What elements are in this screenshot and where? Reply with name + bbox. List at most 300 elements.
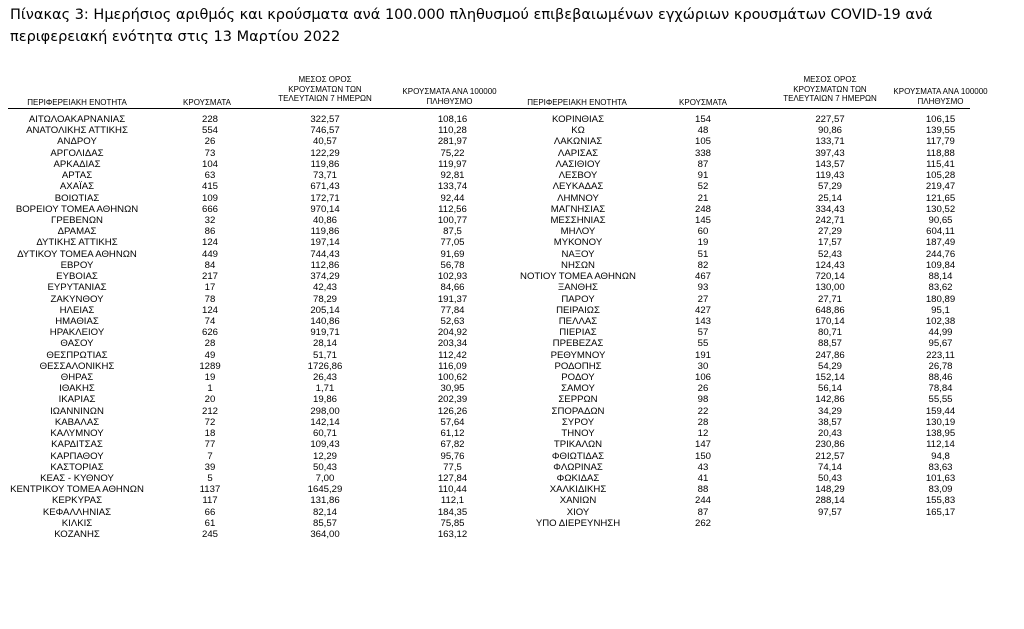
cases-cell: 20 — [204, 394, 216, 406]
cases-cell: 338 — [694, 147, 711, 159]
unit-cell: ΧΑΝΙΩΝ — [559, 495, 597, 507]
unit-cell: ΚΩ — [571, 125, 585, 137]
avg7-cell: 364,00 — [310, 529, 340, 541]
unit-cell: ΑΧΑΪΑΣ — [59, 181, 95, 193]
header-cases-left: ΚΡΟΥΣΜΑΤΑ — [183, 98, 231, 107]
cases-cell: 26 — [697, 383, 709, 395]
avg7-cell: 25,14 — [817, 192, 842, 204]
header-per100k-left: ΚΡΟΥΣΜΑΤΑ ΑΝΑ 100000 ΠΛΗΘΥΣΜΟ — [402, 87, 497, 106]
unit-cell: ΚΕΦΑΛΛΗΝΙΑΣ — [42, 506, 112, 518]
avg7-cell: 212,57 — [815, 450, 845, 462]
per100k-cell: 105,28 — [925, 170, 956, 182]
per100k-cell: 604,11 — [926, 226, 955, 238]
avg7-cell: 78,29 — [312, 293, 337, 305]
cases-cell: 21 — [697, 192, 709, 204]
header-divider — [8, 108, 970, 109]
cases-cell: 55 — [697, 338, 709, 350]
per100k-cell: 67,82 — [440, 439, 465, 451]
cases-cell: 467 — [694, 271, 711, 283]
cases-cell: 244 — [694, 495, 711, 507]
table-row — [0, 350, 510, 361]
per100k-cell: 106,15 — [925, 114, 956, 125]
table-row — [505, 125, 1020, 136]
table-row — [505, 249, 1020, 260]
per100k-cell: 77,05 — [440, 237, 465, 249]
per100k-cell: 78,84 — [928, 383, 953, 395]
table-row — [0, 428, 510, 439]
unit-cell: ΧΙΟΥ — [566, 506, 590, 518]
avg7-cell: 919,71 — [310, 327, 340, 339]
table-row — [505, 193, 1020, 204]
table-row — [0, 372, 510, 383]
avg7-cell: 1726,86 — [307, 360, 343, 372]
avg7-cell: 26,43 — [312, 372, 337, 384]
cases-cell: 19 — [204, 372, 216, 384]
table-row — [505, 372, 1020, 383]
avg7-cell: 205,14 — [310, 304, 340, 316]
unit-cell: ΛΑΡΙΣΑΣ — [557, 147, 599, 159]
per100k-cell: 244,76 — [925, 248, 956, 260]
unit-cell: ΗΡΑΚΛΕΙΟΥ — [49, 327, 105, 339]
per100k-cell: 155,83 — [925, 495, 956, 507]
cases-cell: 212 — [201, 405, 218, 417]
cases-cell: 228 — [201, 114, 218, 125]
per100k-cell: 139,55 — [925, 125, 956, 137]
unit-cell: ΒΟΡΕΙΟΥ ΤΟΜΕΑ ΑΘΗΝΩΝ — [15, 203, 139, 215]
avg7-cell: 648,86 — [815, 304, 845, 316]
per100k-cell: 44,99 — [928, 327, 953, 339]
table-row — [0, 462, 510, 473]
table-row — [0, 518, 510, 529]
avg7-cell: 28,14 — [312, 338, 337, 350]
table-row — [505, 473, 1020, 484]
table-row — [0, 237, 510, 248]
per100k-cell: 95,67 — [928, 338, 953, 350]
cases-cell: 154 — [694, 114, 711, 125]
table-row — [505, 495, 1020, 506]
unit-cell: ΣΥΡΟΥ — [561, 416, 595, 428]
unit-cell: ΚΕΡΚΥΡΑΣ — [51, 495, 102, 507]
per100k-cell: 52,63 — [440, 315, 465, 327]
avg7-cell: 142,14 — [310, 416, 340, 428]
avg7-cell: 54,29 — [817, 360, 842, 372]
avg7-cell: 73,71 — [312, 170, 337, 182]
cases-cell: 41 — [697, 473, 709, 484]
per100k-cell: 110,44 — [438, 484, 467, 496]
cases-cell: 17 — [204, 282, 216, 294]
cases-cell: 93 — [697, 282, 709, 294]
table-row — [505, 451, 1020, 462]
avg7-cell: 60,71 — [312, 428, 337, 440]
header-unit-right: ΠΕΡΙΦΕΡΕΙΑΚΗ ΕΝΟΤΗΤΑ — [527, 98, 627, 107]
avg7-cell: 57,29 — [817, 181, 842, 193]
avg7-cell: 334,43 — [815, 203, 845, 215]
cases-cell: 57 — [697, 327, 709, 339]
avg7-cell: 42,43 — [312, 282, 337, 294]
per100k-cell: 138,95 — [925, 428, 956, 440]
avg7-cell: 40,57 — [312, 136, 337, 148]
table-row — [0, 294, 510, 305]
unit-cell: ΚΕΝΤΡΙΚΟΥ ΤΟΜΕΑ ΑΘΗΝΩΝ — [10, 484, 144, 496]
avg7-cell: 85,57 — [312, 517, 337, 529]
per100k-cell: 191,37 — [437, 293, 468, 305]
table-caption: Πίνακας 3: Ημερήσιος αριθμός και κρούσματα ανά 100.000 πληθυσμού επιβεβαιωμένων εγχώριων κρουσμάτων COVID-19 ανά περιφερειακή ενότητα στις 13 Μαρτίου 2022 — [10, 7, 933, 45]
cases-cell: 39 — [204, 461, 216, 473]
table-row — [0, 305, 510, 316]
unit-cell: ΡΟΔΟΥ — [561, 372, 595, 384]
unit-cell: ΡΟΔΟΠΗΣ — [554, 360, 602, 372]
per100k-cell: 118,88 — [926, 147, 955, 159]
unit-cell: ΔΥΤΙΚΗΣ ΑΤΤΙΚΗΣ — [36, 237, 118, 249]
per100k-cell: 95,76 — [440, 450, 465, 462]
avg7-cell: 744,43 — [310, 248, 340, 260]
cases-cell: 427 — [694, 304, 711, 316]
unit-cell: ΚΟΖΑΝΗΣ — [54, 529, 100, 541]
cases-cell: 91 — [697, 170, 709, 182]
cases-cell: 61 — [204, 517, 216, 529]
unit-cell: ΞΑΝΘΗΣ — [558, 282, 598, 294]
unit-cell: ΠΕΛΛΑΣ — [558, 315, 598, 327]
avg7-cell: 1,71 — [315, 383, 335, 395]
cases-cell: 27 — [697, 293, 709, 305]
avg7-cell: 746,57 — [310, 125, 340, 137]
per100k-cell: 75,85 — [440, 517, 465, 529]
cases-cell: 1 — [207, 383, 213, 395]
avg7-cell: 143,57 — [815, 158, 845, 170]
cases-cell: 143 — [694, 315, 711, 327]
table-row — [505, 316, 1020, 327]
avg7-cell: 170,14 — [815, 315, 845, 327]
per100k-cell: 108,16 — [437, 114, 468, 125]
per100k-cell: 84,66 — [440, 282, 465, 294]
avg7-cell: 40,86 — [312, 214, 337, 226]
table-row — [505, 439, 1020, 450]
per100k-cell: 77,84 — [440, 304, 465, 316]
unit-cell: ΝΑΞΟΥ — [561, 248, 595, 260]
per100k-cell: 119,97 — [438, 158, 467, 170]
cases-cell: 98 — [697, 394, 709, 406]
table-row — [0, 249, 510, 260]
unit-cell: ΙΩΑΝΝΙΝΩΝ — [50, 405, 104, 417]
cases-cell: 49 — [204, 349, 216, 361]
per100k-cell: 83,63 — [928, 461, 953, 473]
cases-cell: 262 — [694, 517, 711, 529]
cases-cell: 554 — [201, 125, 218, 137]
unit-cell: ΘΕΣΠΡΩΤΙΑΣ — [46, 349, 108, 361]
cases-cell: 87 — [697, 506, 709, 518]
per100k-cell: 90,65 — [928, 214, 953, 226]
unit-cell: ΚΙΛΚΙΣ — [61, 517, 93, 529]
cases-cell: 73 — [204, 147, 216, 159]
table-row — [0, 484, 510, 495]
cases-cell: 105 — [694, 136, 711, 148]
per100k-cell: 121,65 — [925, 192, 956, 204]
unit-cell: ΥΠΟ ΔΙΕΡΕΥΝΗΣΗ — [535, 517, 621, 529]
table-row — [0, 439, 510, 450]
avg7-cell: 130,00 — [815, 282, 845, 294]
cases-cell: 66 — [204, 506, 216, 518]
cases-cell: 30 — [697, 360, 709, 372]
table-row — [505, 507, 1020, 518]
table-row — [0, 193, 510, 204]
per100k-cell: 223,11 — [926, 349, 955, 361]
per100k-cell: 55,55 — [928, 394, 953, 406]
unit-cell: ΒΟΙΩΤΙΑΣ — [54, 192, 100, 204]
table-row — [505, 394, 1020, 405]
table-row — [0, 271, 510, 282]
table-row — [0, 361, 510, 372]
avg7-cell: 133,71 — [815, 136, 845, 148]
cases-cell: 626 — [201, 327, 218, 339]
per100k-cell: 101,63 — [925, 473, 956, 484]
table-row — [0, 170, 510, 181]
avg7-cell: 56,14 — [817, 383, 842, 395]
unit-cell: ΓΡΕΒΕΝΩΝ — [51, 214, 103, 226]
per100k-cell: 110,28 — [438, 125, 467, 137]
unit-cell: ΠΡΕΒΕΖΑΣ — [552, 338, 604, 350]
table-row — [0, 327, 510, 338]
per100k-cell: 202,39 — [437, 394, 468, 406]
per100k-cell: 112,56 — [438, 203, 467, 215]
cases-cell: 51 — [697, 248, 709, 260]
unit-cell: ΛΕΣΒΟΥ — [558, 170, 598, 182]
unit-cell: ΚΑΡΠΑΘΟΥ — [50, 450, 104, 462]
avg7-cell: 82,14 — [312, 506, 337, 518]
unit-cell: ΑΡΚΑΔΙΑΣ — [53, 158, 101, 170]
per100k-cell: 159,44 — [925, 405, 956, 417]
unit-cell: ΙΘΑΚΗΣ — [59, 383, 95, 395]
avg7-cell: 19,86 — [312, 394, 337, 406]
avg7-cell: 197,14 — [310, 237, 340, 249]
unit-cell: ΠΑΡΟΥ — [561, 293, 595, 305]
per100k-cell: 219,47 — [925, 181, 956, 193]
per100k-cell: 88,46 — [928, 372, 953, 384]
cases-cell: 19 — [697, 237, 709, 249]
avg7-cell: 12,29 — [312, 450, 337, 462]
cases-cell: 32 — [204, 214, 216, 226]
table-row — [505, 260, 1020, 271]
avg7-cell: 172,71 — [310, 192, 340, 204]
cases-cell: 191 — [694, 349, 711, 361]
unit-cell: ΗΛΕΙΑΣ — [59, 304, 95, 316]
cases-cell: 147 — [694, 439, 711, 451]
table-row — [505, 181, 1020, 192]
cases-cell: 74 — [204, 315, 216, 327]
unit-cell: ΑΝΑΤΟΛΙΚΗΣ ΑΤΤΙΚΗΣ — [26, 125, 128, 137]
per100k-cell: 165,17 — [925, 506, 956, 518]
cases-cell: 106 — [694, 372, 711, 384]
table-row — [505, 361, 1020, 372]
avg7-cell: 230,86 — [815, 439, 845, 451]
cases-cell: 84 — [204, 259, 216, 271]
cases-cell: 415 — [201, 181, 218, 193]
per100k-cell: 115,41 — [926, 158, 955, 170]
table-row — [505, 338, 1020, 349]
avg7-cell: 119,86 — [310, 226, 340, 238]
table-row — [0, 125, 510, 136]
per100k-cell: 130,52 — [925, 203, 956, 215]
avg7-cell: 7,00 — [315, 473, 335, 484]
table-row — [505, 159, 1020, 170]
table-row — [505, 383, 1020, 394]
per100k-cell: 95,1 — [931, 304, 950, 316]
cases-cell: 78 — [204, 293, 216, 305]
table-row — [0, 495, 510, 506]
table-row — [0, 417, 510, 428]
unit-cell: ΚΑΛΥΜΝΟΥ — [50, 428, 104, 440]
avg7-cell: 97,57 — [817, 506, 842, 518]
cases-cell: 63 — [204, 170, 216, 182]
avg7-cell: 122,29 — [310, 147, 340, 159]
cases-cell: 7 — [207, 450, 213, 462]
table-row — [0, 159, 510, 170]
unit-cell: ΜΗΛΟΥ — [560, 226, 596, 238]
table-row — [0, 282, 510, 293]
avg7-cell: 142,86 — [815, 394, 845, 406]
avg7-cell: 119,86 — [310, 158, 340, 170]
cases-cell: 72 — [204, 416, 216, 428]
table-row — [505, 462, 1020, 473]
per100k-cell: 56,78 — [440, 259, 465, 271]
unit-cell: ΣΠΟΡΑΔΩΝ — [551, 405, 605, 417]
table-row — [505, 204, 1020, 215]
cases-cell: 43 — [697, 461, 709, 473]
table-row — [505, 327, 1020, 338]
unit-cell: ΠΕΙΡΑΙΩΣ — [556, 304, 600, 316]
per100k-cell: 163,12 — [437, 529, 468, 541]
table-row — [0, 136, 510, 147]
unit-cell: ΚΑΒΑΛΑΣ — [54, 416, 100, 428]
table-row — [0, 215, 510, 226]
avg7-cell: 34,29 — [817, 405, 842, 417]
avg7-cell: 298,00 — [310, 405, 340, 417]
cases-cell: 77 — [204, 439, 216, 451]
cases-cell: 124 — [201, 304, 218, 316]
unit-cell: ΚΑΡΔΙΤΣΑΣ — [51, 439, 103, 451]
avg7-cell: 247,86 — [815, 349, 845, 361]
per100k-cell: 112,1 — [440, 495, 465, 507]
avg7-cell: 90,86 — [817, 125, 842, 137]
avg7-cell: 74,14 — [817, 461, 842, 473]
unit-cell: ΦΛΩΡΙΝΑΣ — [553, 461, 603, 473]
per100k-cell: 127,84 — [437, 473, 468, 484]
avg7-cell: 720,14 — [815, 271, 845, 283]
cases-cell: 104 — [201, 158, 218, 170]
avg7-cell: 140,86 — [310, 315, 340, 327]
cases-cell: 109 — [201, 192, 218, 204]
cases-cell: 5 — [207, 473, 213, 484]
per100k-cell: 117,79 — [926, 136, 955, 148]
unit-cell: ΑΡΤΑΣ — [61, 170, 93, 182]
per100k-cell: 88,14 — [928, 271, 953, 283]
cases-cell: 12 — [697, 428, 709, 440]
table-row — [0, 406, 510, 417]
table-row — [0, 226, 510, 237]
cases-cell: 1137 — [199, 484, 221, 496]
header-per100k-right: ΚΡΟΥΣΜΑΤΑ ΑΝΑ 100000 ΠΛΗΘΥΣΜΟ — [893, 87, 988, 106]
per100k-cell: 180,89 — [925, 293, 956, 305]
per100k-cell: 100,77 — [437, 214, 468, 226]
unit-cell: ΗΜΑΘΙΑΣ — [55, 315, 99, 327]
unit-cell: ΜΥΚΟΝΟΥ — [553, 237, 603, 249]
cases-cell: 88 — [697, 484, 709, 496]
avg7-cell: 148,29 — [815, 484, 845, 496]
unit-cell: ΧΑΛΚΙΔΙΚΗΣ — [549, 484, 607, 496]
unit-cell: ΘΑΣΟΥ — [60, 338, 94, 350]
avg7-cell: 52,43 — [817, 248, 842, 260]
unit-cell: ΦΘΙΩΤΙΔΑΣ — [551, 450, 605, 462]
avg7-cell: 20,43 — [817, 428, 842, 440]
avg7-cell: 227,57 — [815, 114, 845, 125]
avg7-cell: 242,71 — [815, 214, 845, 226]
avg7-cell: 112,86 — [310, 259, 340, 271]
per100k-cell: 75,22 — [440, 147, 465, 159]
avg7-cell: 80,71 — [817, 327, 842, 339]
unit-cell: ΑΝΔΡΟΥ — [57, 136, 97, 148]
avg7-cell: 50,43 — [312, 461, 337, 473]
table-row — [0, 204, 510, 215]
unit-cell: ΦΩΚΙΔΑΣ — [556, 473, 600, 484]
unit-cell: ΡΕΘΥΜΝΟΥ — [550, 349, 606, 361]
unit-cell: ΔΡΑΜΑΣ — [57, 226, 97, 238]
cases-cell: 124 — [201, 237, 218, 249]
cases-cell: 248 — [694, 203, 711, 215]
cases-cell: 666 — [201, 203, 218, 215]
cases-cell: 26 — [204, 136, 216, 148]
avg7-cell: 397,43 — [815, 147, 845, 159]
avg7-cell: 119,43 — [815, 170, 845, 182]
table-row — [0, 148, 510, 159]
avg7-cell: 50,43 — [817, 473, 842, 484]
unit-cell: ΚΕΑΣ - ΚΥΘΝΟΥ — [40, 473, 114, 484]
per100k-cell: 130,19 — [925, 416, 956, 428]
per100k-cell: 61,12 — [440, 428, 465, 440]
per100k-cell: 281,97 — [437, 136, 468, 148]
unit-cell: ΚΟΡΙΝΘΙΑΣ — [551, 114, 605, 125]
per100k-cell: 87,5 — [443, 226, 462, 238]
per100k-cell: 203,34 — [437, 338, 468, 350]
per100k-cell: 92,44 — [440, 192, 465, 204]
table-row — [505, 294, 1020, 305]
table-row — [505, 417, 1020, 428]
unit-cell: ΕΥΒΟΙΑΣ — [56, 271, 98, 283]
per100k-cell: 83,62 — [928, 282, 953, 294]
table-row — [0, 114, 510, 125]
header-cases-right: ΚΡΟΥΣΜΑΤΑ — [679, 98, 727, 107]
avg7-cell: 1645,29 — [307, 484, 343, 496]
per100k-cell: 83,09 — [928, 484, 953, 496]
cases-cell: 145 — [694, 214, 711, 226]
header-avg7-right: ΜΕΣΟΣ ΟΡΟΣ ΚΡΟΥΣΜΑΤΩΝ ΤΩΝ ΤΕΛΕΥΤΑΙΩΝ 7 ΗΜΕΡΩΝ — [783, 75, 877, 103]
cases-cell: 22 — [697, 405, 709, 417]
per100k-cell: 94,8 — [931, 450, 950, 462]
avg7-cell: 27,29 — [817, 226, 842, 238]
unit-cell: ΛΗΜΝΟΥ — [557, 192, 599, 204]
unit-cell: ΚΑΣΤΟΡΙΑΣ — [50, 461, 104, 473]
header-unit-left: ΠΕΡΙΦΕΡΕΙΑΚΗ ΕΝΟΤΗΤΑ — [27, 98, 127, 107]
table-row — [505, 215, 1020, 226]
per100k-cell: 30,95 — [440, 383, 465, 395]
unit-cell: ΝΟΤΙΟΥ ΤΟΜΕΑ ΑΘΗΝΩΝ — [520, 271, 636, 283]
cases-cell: 86 — [204, 226, 216, 238]
cases-cell: 82 — [697, 259, 709, 271]
cases-cell: 117 — [202, 495, 218, 507]
table-row — [0, 451, 510, 462]
per100k-cell: 102,93 — [437, 271, 468, 283]
per100k-cell: 92,81 — [440, 170, 465, 182]
table-left — [0, 114, 510, 540]
unit-cell: ΛΑΣΙΘΙΟΥ — [555, 158, 601, 170]
